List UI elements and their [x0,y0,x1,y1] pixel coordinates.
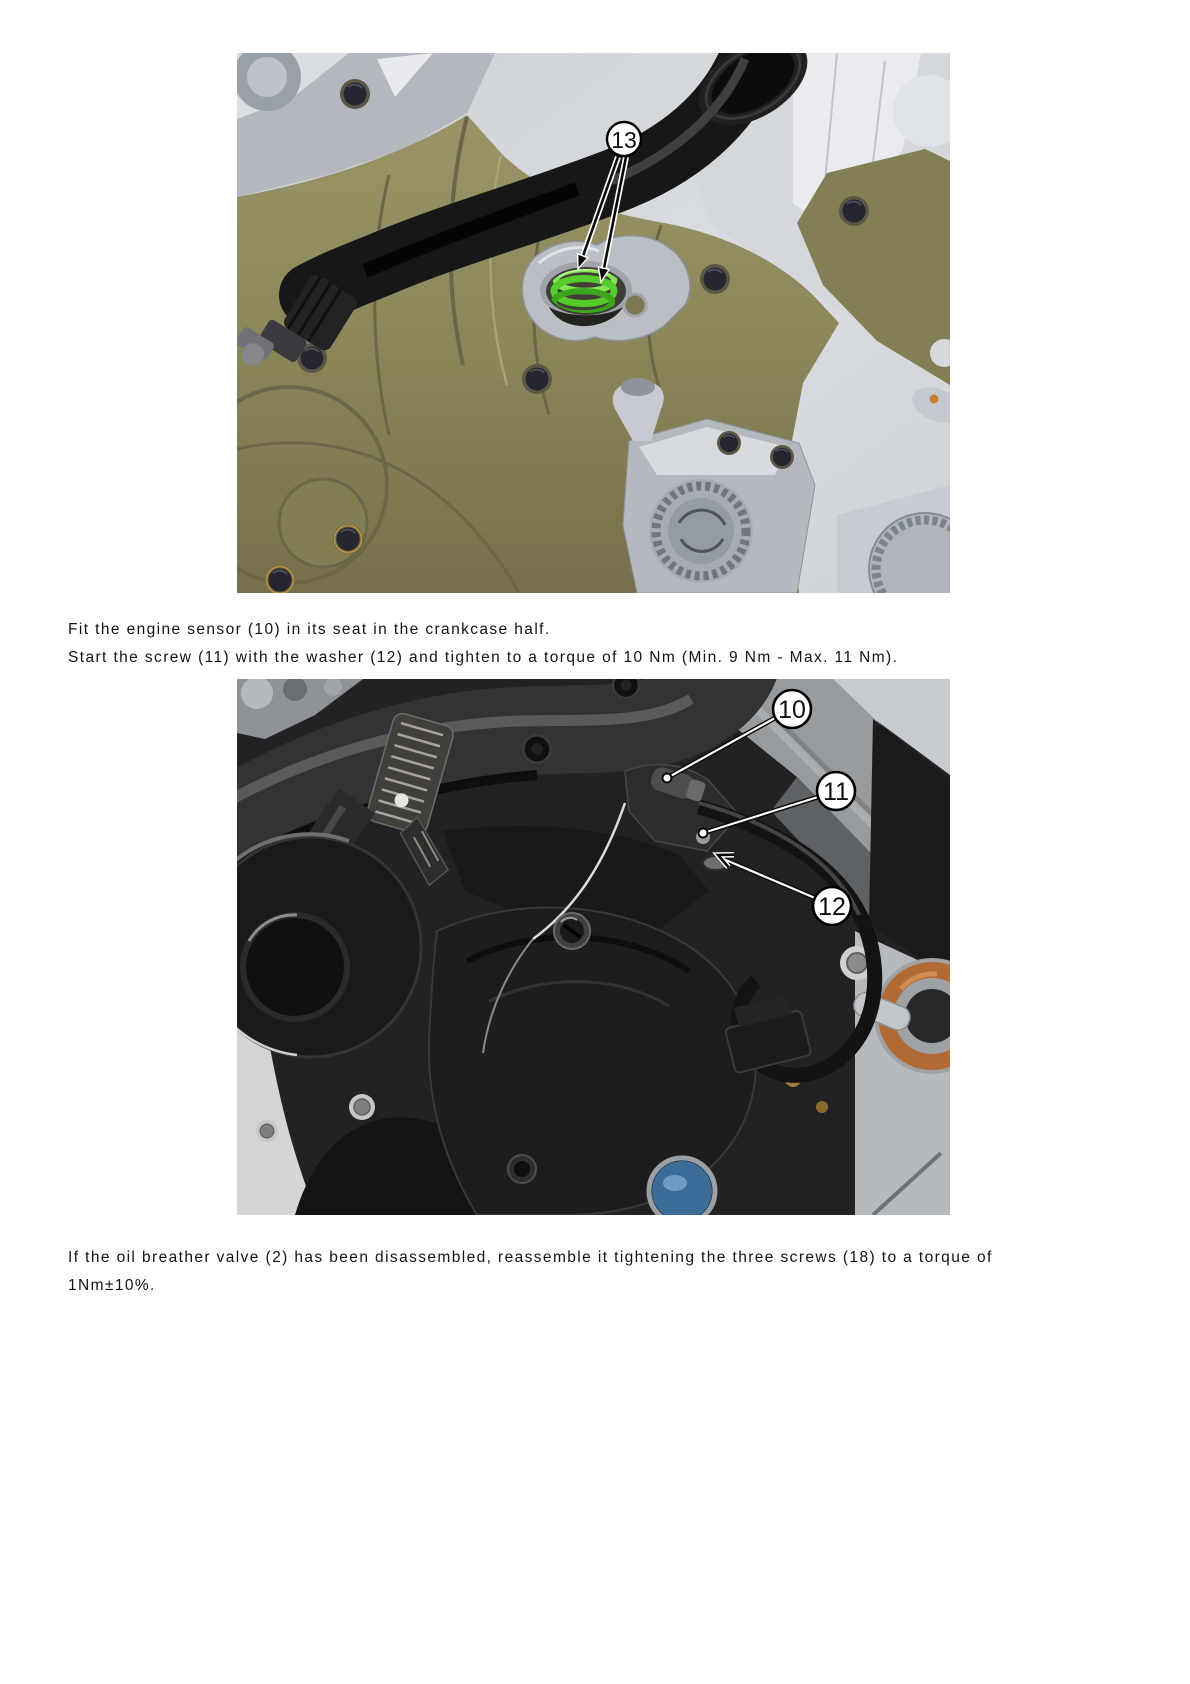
figure-engine-sensor-photo [237,679,950,1215]
instruction-breather-valve [68,1244,1138,1300]
callout-12-label: 12 [818,893,846,921]
callout-13-label: 13 [611,127,637,153]
text-line: 1Nm±10%. [68,1277,156,1294]
text-line: Start the screw (11) with the washer (12) and tighten to a torque of 10 Nm (Min. 9 Nm - Max. 11 Nm). [68,649,899,666]
callout-10-endpoint [663,774,672,783]
figure-breather-hose-gasket [237,53,950,593]
photo-canvas [237,679,950,1215]
blue-cap [649,1158,715,1215]
text-line: Fit the engine sensor (10) in its seat in the crankcase half. [68,621,551,638]
callout-10-label: 10 [778,696,806,724]
callout-11-endpoint [699,829,708,838]
text-line: If the oil breather valve (2) has been disassembled, reassemble it tightening the three screws (18) to a torque of [68,1249,993,1266]
callout-11-label: 11 [823,778,849,806]
instruction-sensor-fit [68,616,1138,672]
cad-render-canvas [237,53,950,593]
